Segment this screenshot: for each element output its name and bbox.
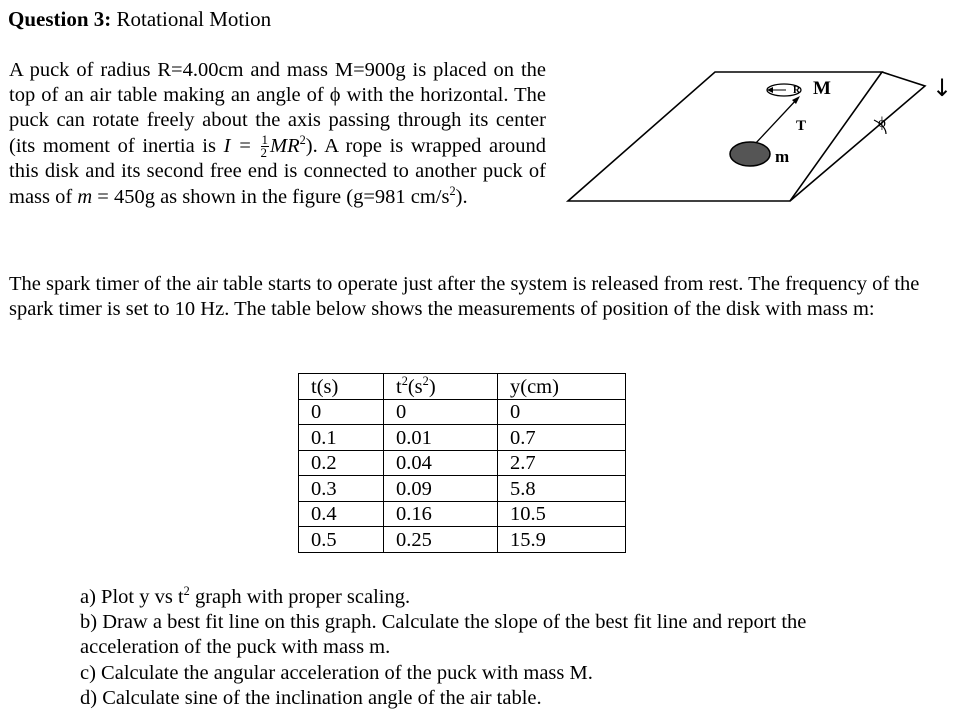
moment-of-inertia-formula (223, 132, 306, 161)
cell-t2: 0.16 (384, 501, 498, 527)
cell-y: 10.5 (498, 501, 626, 527)
cell-t: 0.2 (299, 450, 384, 476)
table-top-surface (568, 72, 882, 201)
table-incline-side (790, 72, 925, 201)
intro-text-1: A puck of radius R=4.00cm and mass M=900g is placed on the top of an air table making an angle of ϕ with the horizontal. The puck can rotate freely about the axis passing through its center (its moment of inertia is (9, 59, 546, 157)
question-heading (8, 6, 271, 32)
intro-text-3: = 450g as shown in the figure (g=981 cm/s (92, 185, 450, 208)
cell-t: 0.3 (299, 476, 384, 502)
header-t: t(s) (299, 374, 384, 400)
cell-y: 0.7 (498, 425, 626, 451)
table-row (299, 501, 626, 527)
cell-y: 2.7 (498, 450, 626, 476)
table-row (299, 450, 626, 476)
label-m: m (775, 147, 790, 166)
formula-exponent: 2 (299, 132, 306, 147)
table-row (299, 425, 626, 451)
g-exponent: 2 (449, 183, 456, 198)
cell-t2: 0.04 (384, 450, 498, 476)
cell-t2: 0.09 (384, 476, 498, 502)
puck-m (730, 142, 770, 166)
table-row (299, 399, 626, 425)
cell-t: 0 (299, 399, 384, 425)
header-t-squared: $t^2(s^2)$ (384, 374, 498, 400)
table-header-row (299, 374, 626, 400)
rope (755, 98, 798, 144)
cell-t: 0.5 (299, 527, 384, 553)
question-list (80, 585, 900, 711)
intro-text-2: ). A rope is wrapped around this disk and its second free end is connected to another puck of mass of (9, 134, 546, 208)
air-table-figure (560, 64, 953, 214)
fraction-numerator: 1 (261, 132, 269, 148)
question-b: b) Draw a best fit line on this graph. Calculate the slope of the best fit line and report the acceleration of the puck with mass m. (80, 611, 807, 659)
cell-y: 5.8 (498, 476, 626, 502)
fraction (261, 134, 270, 159)
cell-y: 0 (498, 399, 626, 425)
mass-m-symbol: m (77, 185, 93, 208)
label-M: M (813, 78, 831, 99)
cell-t2: 0.25 (384, 527, 498, 553)
cell-t2: 0.01 (384, 425, 498, 451)
cell-t: 0.1 (299, 425, 384, 451)
intro-text-4: ). (455, 185, 468, 208)
table-row (299, 476, 626, 502)
question-a: a) Plot y vs $t^2$ graph with proper scaling. (80, 584, 411, 608)
question-c: c) Calculate the angular acceleration of the puck with mass M. (80, 661, 593, 684)
formula-rhs: MR (270, 134, 300, 157)
cell-t2: 0 (384, 399, 498, 425)
down-arrow-icon: ↓ (932, 74, 953, 102)
air-table-diagram (560, 64, 953, 214)
table-row (299, 527, 626, 553)
label-R: R (793, 85, 801, 96)
cell-t: 0.4 (299, 501, 384, 527)
label-T: T (796, 118, 807, 134)
question-number: Question 3: (8, 7, 112, 31)
measurement-table (298, 373, 626, 553)
fraction-denominator: 2 (260, 145, 268, 161)
question-title: Rotational Motion (116, 7, 272, 31)
cell-y: 15.9 (498, 527, 626, 553)
spark-timer-paragraph: The spark timer of the air table starts to operate just after the system is released from rest. The frequency of the spark timer is set to 10 Hz. The table below shows the measurements of position of the disk with mass m: (9, 273, 920, 321)
problem-intro (9, 58, 546, 210)
label-phi: ϕ (878, 115, 886, 131)
formula-lhs: I = (223, 134, 260, 157)
question-d: d) Calculate sine of the inclination angle of the air table. (80, 686, 542, 709)
header-y: y(cm) (498, 374, 626, 400)
